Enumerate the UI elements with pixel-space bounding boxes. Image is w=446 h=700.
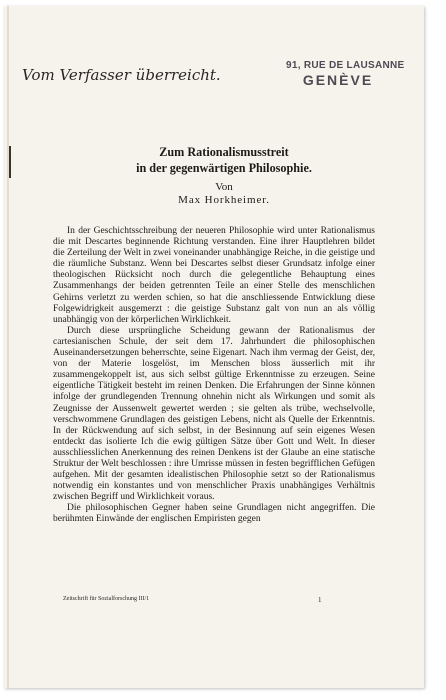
paragraph-3: Die philosophischen Gegner haben seine Grundlagen nicht angegriffen. Die berühmten Einwände der englischen Empiristen gegen — [53, 503, 375, 525]
author-name: Max Horkheimer. — [178, 194, 270, 206]
stamp-city: GENÈVE — [302, 72, 374, 88]
stamp-street: 91, RUE DE LAUSANNE — [286, 60, 405, 71]
article-title-line-2: in der gegenwärtigen Philosophie. — [136, 161, 312, 175]
article-title-line-1: Zum Rationalismusstreit — [159, 145, 289, 159]
address-stamp — [286, 60, 405, 88]
binding-mark — [9, 146, 11, 178]
document-page — [4, 6, 424, 688]
page-spine — [7, 6, 9, 688]
handwritten-dedication: Vom Verfasser überreicht. — [22, 66, 221, 84]
journal-footer: Zeitschrift für Sozialforschung III/1 — [63, 596, 150, 602]
paragraph-2: Durch diese ursprüngliche Scheidung gewann der Rationalismus der cartesianischen Schule, der seit dem 17. Jahrhundert die philosophischen Auseinandersetzungen beherrschte, seine Eigenart. Nach ihm vermag der Geist, der, von der Materie losgelöst, im Menschen bloss äusserlich mit ihr zusammengekoppelt ist, aus sich selbst gültige Erkenntnisse zu erzeugen. Seine eigentliche Tätigkeit besteht im reinen Denken. Die Erfahrungen der Sinne können infolge der grundlegenden Trennung ohnehin nicht als Wirkungen und somit als Zeugnisse der Aussenwelt gewertet werden ; sie gelten als trübe, wechselvolle, verschwommene Grundlagen des geistigen Lebens, nicht als Quelle der Erkenntnis. In der Rückwendung auf sich selbst, in der Besinnung auf sein eigenes Wesen entdeckt das isolierte Ich die ewig gültigen Sätze über Gott und Welt. In dieser ausschliesslichen Anerkennung des reinen Denkens ist der Glaube an eine statische Struktur der Welt beschlossen : ihre Umrisse müssen in festen begrifflichen Gefügen aufgehen. Mit der gesamten idealistischen Philosophie setzt so der Rationalismus notwendig ein konstantes und von menschlicher Praxis unabhängiges Verhältnis zwischen Begriff und Wirklichkeit voraus. — [53, 325, 375, 503]
article-body — [53, 226, 375, 526]
paragraph-1: In der Geschichtsschreibung der neueren Philosophie wird unter Rationalismus die mit Descartes beginnende Richtung verstanden. Eine ihrer Hauptlehren bildet die Zerteilung der Welt in zwei voneinander unabhängige Reiche, in die geistige und die räumliche Substanz. Wenn bei Descartes selbst dieser Grundsatz infolge einer theologischen Rücksicht noch durch die gelegentliche Behauptung eines Zusammenhangs der beiden getrennten Teile an einer Stelle des menschlichen Gehirns verletzt zu werden schien, so hat die anschliessende Entwicklung diese Folgewidrigkeit ausgemerzt : die geistige Substanz galt von nun an als völlig unabhängig von der körperlichen Wirklichkeit. — [53, 226, 375, 325]
byline: Von — [215, 181, 233, 193]
page-number: 1 — [318, 596, 322, 604]
